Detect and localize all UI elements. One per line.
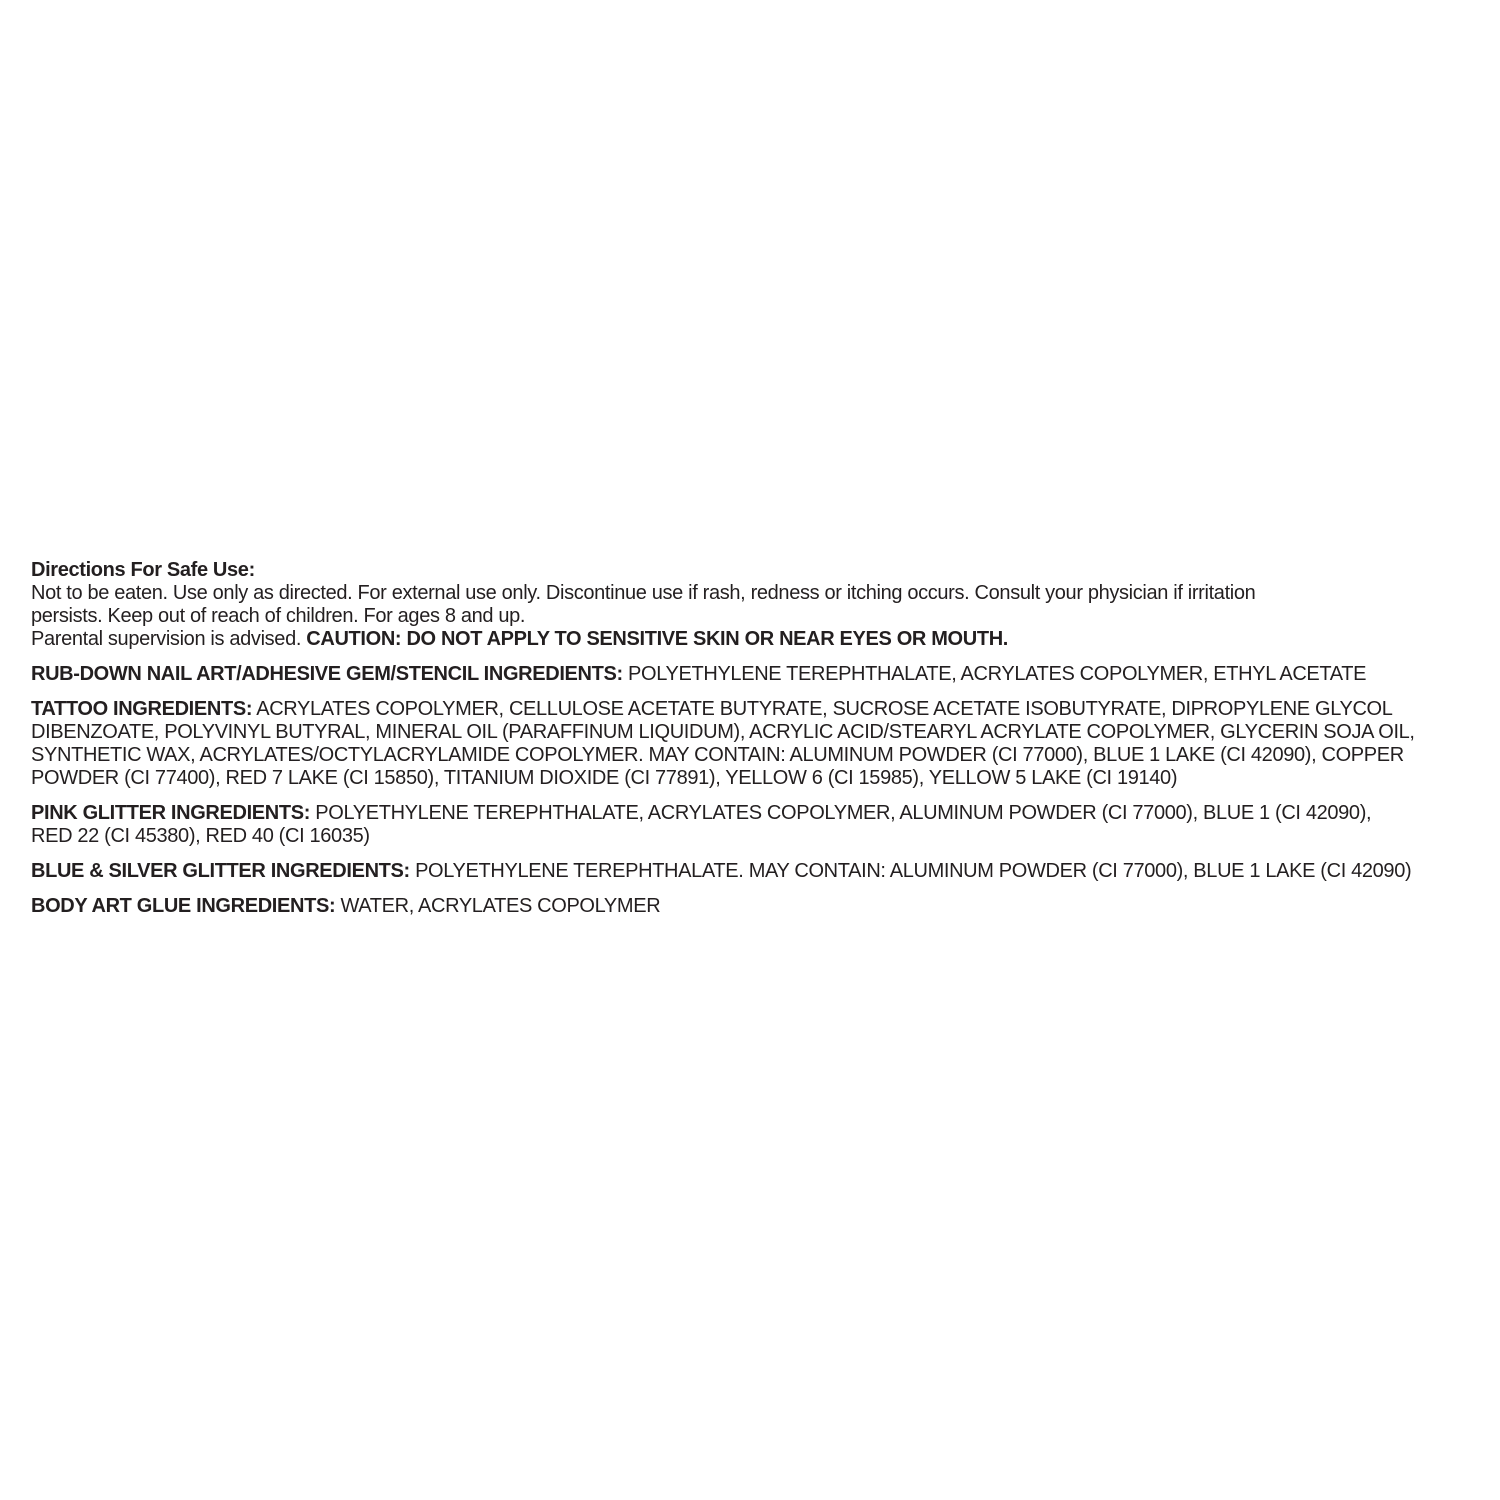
directions-heading: Directions For Safe Use: xyxy=(31,559,255,581)
product-label-text xyxy=(31,559,1471,930)
ingredients-blue-silver-glitter xyxy=(31,860,1471,883)
ingredients-text: SYNTHETIC WAX, ACRYLATES/OCTYLACRYLAMIDE COPOLYMER. MAY CONTAIN: ALUMINUM POWDER (CI 77000), BLUE 1 LAKE (CI 42090), COPPER xyxy=(31,744,1404,766)
directions-caution-line xyxy=(31,628,1471,651)
ingredients-pink-glitter xyxy=(31,802,1471,848)
ingredients-text: ACRYLATES COPOLYMER, CELLULOSE ACETATE BUTYRATE, SUCROSE ACETATE ISOBUTYRATE, DIPROPYLENE GLYCOL xyxy=(252,698,1393,720)
ingredients-body-art-glue xyxy=(31,895,1471,918)
ingredients-line xyxy=(31,895,1471,918)
ingredients-text: POLYETHYLENE TEREPHTHALATE, ACRYLATES COPOLYMER, ETHYL ACETATE xyxy=(622,663,1367,685)
ingredients-line xyxy=(31,802,1471,825)
ingredients-text: POLYETHYLENE TEREPHTHALATE. MAY CONTAIN: ALUMINUM POWDER (CI 77000), BLUE 1 LAKE (CI 42090) xyxy=(409,860,1412,882)
ingredients-label: BLUE & SILVER GLITTER INGREDIENTS: xyxy=(31,860,410,882)
ingredients-tattoo xyxy=(31,698,1471,790)
ingredients-label: RUB-DOWN NAIL ART/ADHESIVE GEM/STENCIL INGREDIENTS: xyxy=(31,663,623,685)
directions-line: Not to be eaten. Use only as directed. For external use only. Discontinue use if rash, redness or itching occurs. Consult your physician if irritation xyxy=(31,582,1256,604)
directions-line: persists. Keep out of reach of children. For ages 8 and up. xyxy=(31,605,526,627)
ingredients-rub-down-nail-art xyxy=(31,663,1471,686)
supervision-text: Parental supervision is advised. xyxy=(31,628,307,650)
ingredients-line xyxy=(31,698,1471,721)
ingredients-label: BODY ART GLUE INGREDIENTS: xyxy=(31,895,336,917)
ingredients-text: POWDER (CI 77400), RED 7 LAKE (CI 15850), TITANIUM DIOXIDE (CI 77891), YELLOW 6 (CI 15985), YELLOW 5 LAKE (CI 19140) xyxy=(31,767,1178,789)
ingredients-label: TATTOO INGREDIENTS: xyxy=(31,698,253,720)
ingredients-label: PINK GLITTER INGREDIENTS: xyxy=(31,802,311,824)
caution-text: CAUTION: DO NOT APPLY TO SENSITIVE SKIN OR NEAR EYES OR MOUTH. xyxy=(306,628,1008,650)
ingredients-text: POLYETHYLENE TEREPHTHALATE, ACRYLATES COPOLYMER, ALUMINUM POWDER (CI 77000), BLUE 1 (CI 42090), xyxy=(310,802,1372,824)
directions-section xyxy=(31,559,1471,651)
ingredients-text: DIBENZOATE, POLYVINYL BUTYRAL, MINERAL OIL (PARAFFINUM LIQUIDUM), ACRYLIC ACID/STEARYL ACRYLATE COPOLYMER, GLYCERIN SOJA OIL, xyxy=(31,721,1415,743)
ingredients-text: WATER, ACRYLATES COPOLYMER xyxy=(335,895,661,917)
ingredients-text: RED 22 (CI 45380), RED 40 (CI 16035) xyxy=(31,825,370,847)
ingredients-line xyxy=(31,663,1471,686)
ingredients-line xyxy=(31,860,1471,883)
